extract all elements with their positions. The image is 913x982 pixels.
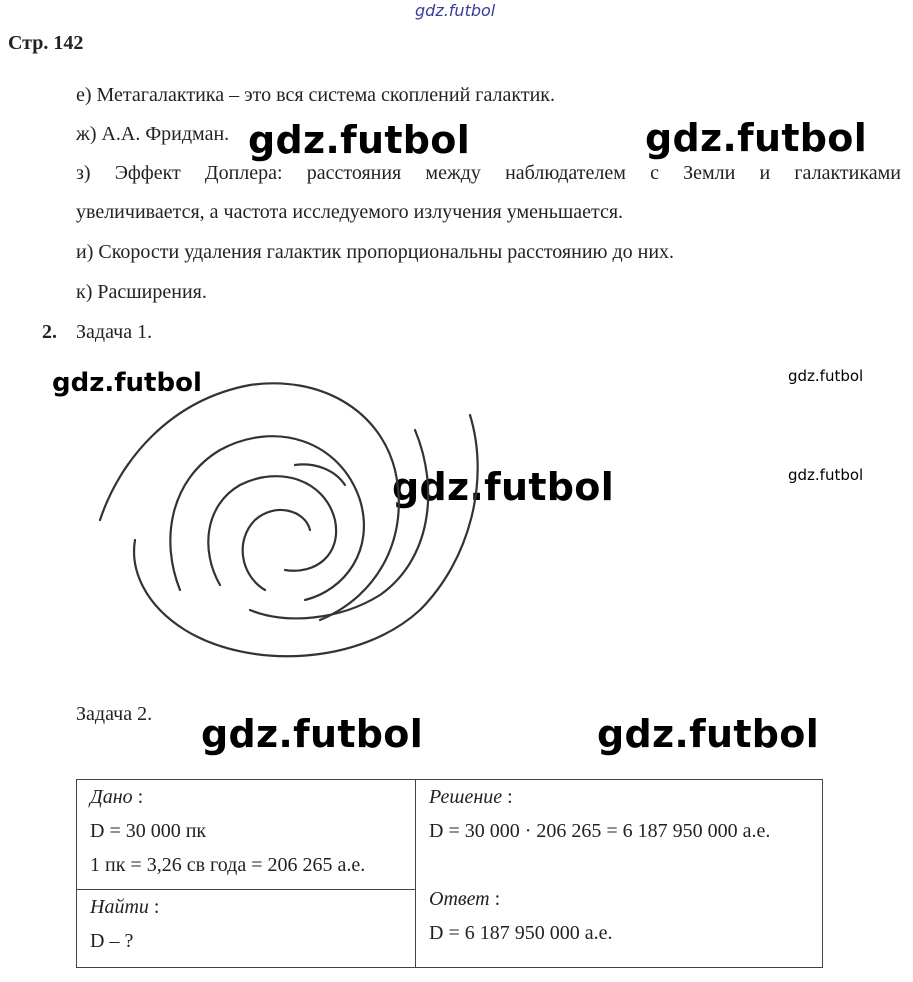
- task-number: 2.: [42, 321, 57, 343]
- answer-z-line1: з) Эффект Доплера: расстояния между наблюдателем с Земли и галактиками: [76, 162, 901, 184]
- solution-cell: Решение : D = 30 000 · 206 265 = 6 187 950 000 а.е. Ответ : D = 6 187 950 000 а.е.: [416, 780, 823, 968]
- task1-label: Задача 1.: [76, 321, 153, 343]
- watermark: gdz.futbol: [201, 712, 424, 756]
- task2-label: Задача 2.: [76, 703, 153, 725]
- given-cell: Дано : D = 30 000 пк 1 пк = 3,26 св года = 206 265 а.е.: [77, 780, 416, 890]
- page-title: Стр. 142: [8, 32, 84, 54]
- given-line-1: D = 30 000 пк: [90, 820, 207, 842]
- watermark: gdz.futbol: [52, 368, 202, 398]
- answer-z-line2: увеличивается, а частота исследуемого излучения уменьшается.: [76, 201, 624, 223]
- given-line-2: 1 пк = 3,26 св года = 206 265 а.е.: [90, 854, 366, 876]
- watermark: gdz.futbol: [645, 116, 868, 160]
- find-line: D – ?: [90, 930, 134, 952]
- watermark: gdz.futbol: [248, 118, 471, 162]
- find-label: Найти: [90, 896, 149, 918]
- answer-i: и) Скорости удаления галактик пропорциональны расстоянию до них.: [76, 241, 675, 263]
- watermark-top: gdz.futbol: [415, 1, 496, 20]
- answer-zh: ж) А.А. Фридман.: [76, 123, 230, 145]
- watermark: gdz.futbol: [788, 466, 864, 484]
- answer-e: е) Метагалактика – это вся система скоплений галактик.: [76, 84, 556, 106]
- given-label: Дано: [90, 786, 133, 808]
- find-cell: Найти : D – ?: [77, 890, 416, 968]
- solution-line: D = 30 000 · 206 265 = 6 187 950 000 а.е.: [429, 820, 771, 842]
- watermark: gdz.futbol: [597, 712, 820, 756]
- answer-k: к) Расширения.: [76, 281, 207, 303]
- answer-line: D = 6 187 950 000 а.е.: [429, 922, 613, 944]
- watermark: gdz.futbol: [392, 465, 615, 509]
- answer-label: Ответ: [429, 888, 490, 910]
- solution-table: [76, 779, 823, 968]
- solution-label: Решение: [429, 786, 503, 808]
- watermark: gdz.futbol: [788, 367, 864, 385]
- spiral-galaxy-drawing: [90, 370, 500, 670]
